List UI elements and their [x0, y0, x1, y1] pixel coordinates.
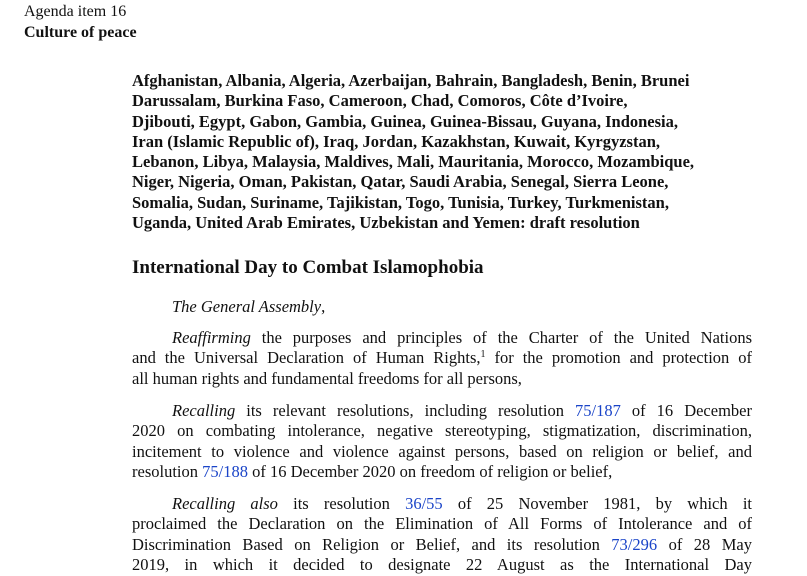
- resolution-link[interactable]: 75/187: [575, 401, 621, 420]
- paragraph-line: [132, 328, 752, 348]
- lead-word: Reaffirming: [172, 328, 251, 347]
- sponsor-line: Darussalam, Burkina Faso, Cameroon, Chad, Comoros, Côte d’Ivoire,: [132, 91, 628, 111]
- paragraph-line: incitement to violence and violence against persons, based on religion or belief, and: [132, 441, 752, 461]
- paragraph-text: for the promotion and protection of: [485, 348, 753, 368]
- paragraph-text: resolution: [132, 462, 203, 482]
- paragraph-text: Discrimination Based on Religion or Belief, and its resolution: [132, 534, 612, 554]
- agenda-topic-heading: Culture of peace: [24, 24, 137, 41]
- paragraph-recalling-also: [132, 494, 752, 576]
- preamble-opening-line: [132, 297, 752, 317]
- lead-word: Recalling: [172, 401, 236, 420]
- resolution-link[interactable]: 36/55: [405, 494, 443, 513]
- agenda-item-label: Agenda item 16: [24, 3, 127, 20]
- paragraph-line: [132, 401, 752, 421]
- paragraph-text: the purposes and principles of the Charter of the United Nations: [250, 328, 752, 347]
- sponsor-line: Djibouti, Egypt, Gabon, Gambia, Guinea, Guinea-Bissau, Guyana, Indonesia,: [132, 111, 679, 131]
- sponsor-line: Somalia, Sudan, Suriname, Tajikistan, Togo, Tunisia, Turkey, Turkmenistan,: [132, 192, 669, 212]
- paragraph-text: of 28 May: [657, 534, 752, 554]
- opening-punctuation: ,: [321, 297, 326, 316]
- paragraph-text: of 16 December 2020 on freedom of religion or belief,: [247, 462, 613, 482]
- sponsor-line: Lebanon, Libya, Malaysia, Maldives, Mali, Mauritania, Morocco, Mozambique,: [132, 152, 695, 172]
- lead-word: Recalling also: [172, 494, 278, 513]
- paragraph-line: [132, 462, 752, 482]
- paragraph-line: 2019, in which it decided to designate 22 August as the International Day: [132, 555, 752, 575]
- resolution-title: International Day to Combat Islamophobia: [132, 257, 484, 278]
- paragraph-recalling: [132, 401, 752, 483]
- paragraph-text: its resolution: [277, 494, 406, 513]
- sponsor-line: Iran (Islamic Republic of), Iraq, Jordan, Kazakhstan, Kuwait, Kyrgyzstan,: [132, 131, 661, 151]
- paragraph-line: [132, 348, 752, 368]
- sponsor-line: Niger, Nigeria, Oman, Pakistan, Qatar, Saudi Arabia, Senegal, Sierra Leone,: [132, 172, 669, 192]
- paragraph-line: [132, 535, 752, 555]
- sponsor-list: [132, 71, 772, 233]
- general-assembly-label: The General Assembly: [172, 297, 322, 316]
- paragraph-reaffirming: [132, 328, 752, 389]
- paragraph-line: proclaimed the Declaration on the Elimination of All Forms of Intolerance and of: [132, 514, 752, 534]
- resolution-link[interactable]: 73/296: [611, 534, 658, 554]
- paragraph-line: [132, 494, 752, 514]
- paragraph-text: of 25 November 1981, by which it: [442, 494, 752, 513]
- paragraph-text: its relevant resolutions, including resolution: [235, 401, 576, 420]
- paragraph-text: of 16 December: [620, 401, 752, 420]
- footnote-marker[interactable]: 1: [480, 349, 486, 361]
- preamble-opening: [132, 297, 752, 317]
- sponsor-line: Afghanistan, Albania, Algeria, Azerbaijan, Bahrain, Bangladesh, Benin, Brunei: [132, 71, 690, 90]
- paragraph-text: and the Universal Declaration of Human Rights,: [132, 348, 481, 368]
- paragraph-line: all human rights and fundamental freedoms for all persons,: [132, 368, 522, 388]
- paragraph-line: 2020 on combating intolerance, negative stereotyping, stigmatization, discrimination,: [132, 421, 752, 441]
- sponsor-line: Uganda, United Arab Emirates, Uzbekistan and Yemen: draft resolution: [132, 213, 640, 233]
- resolution-link[interactable]: 75/188: [202, 462, 248, 482]
